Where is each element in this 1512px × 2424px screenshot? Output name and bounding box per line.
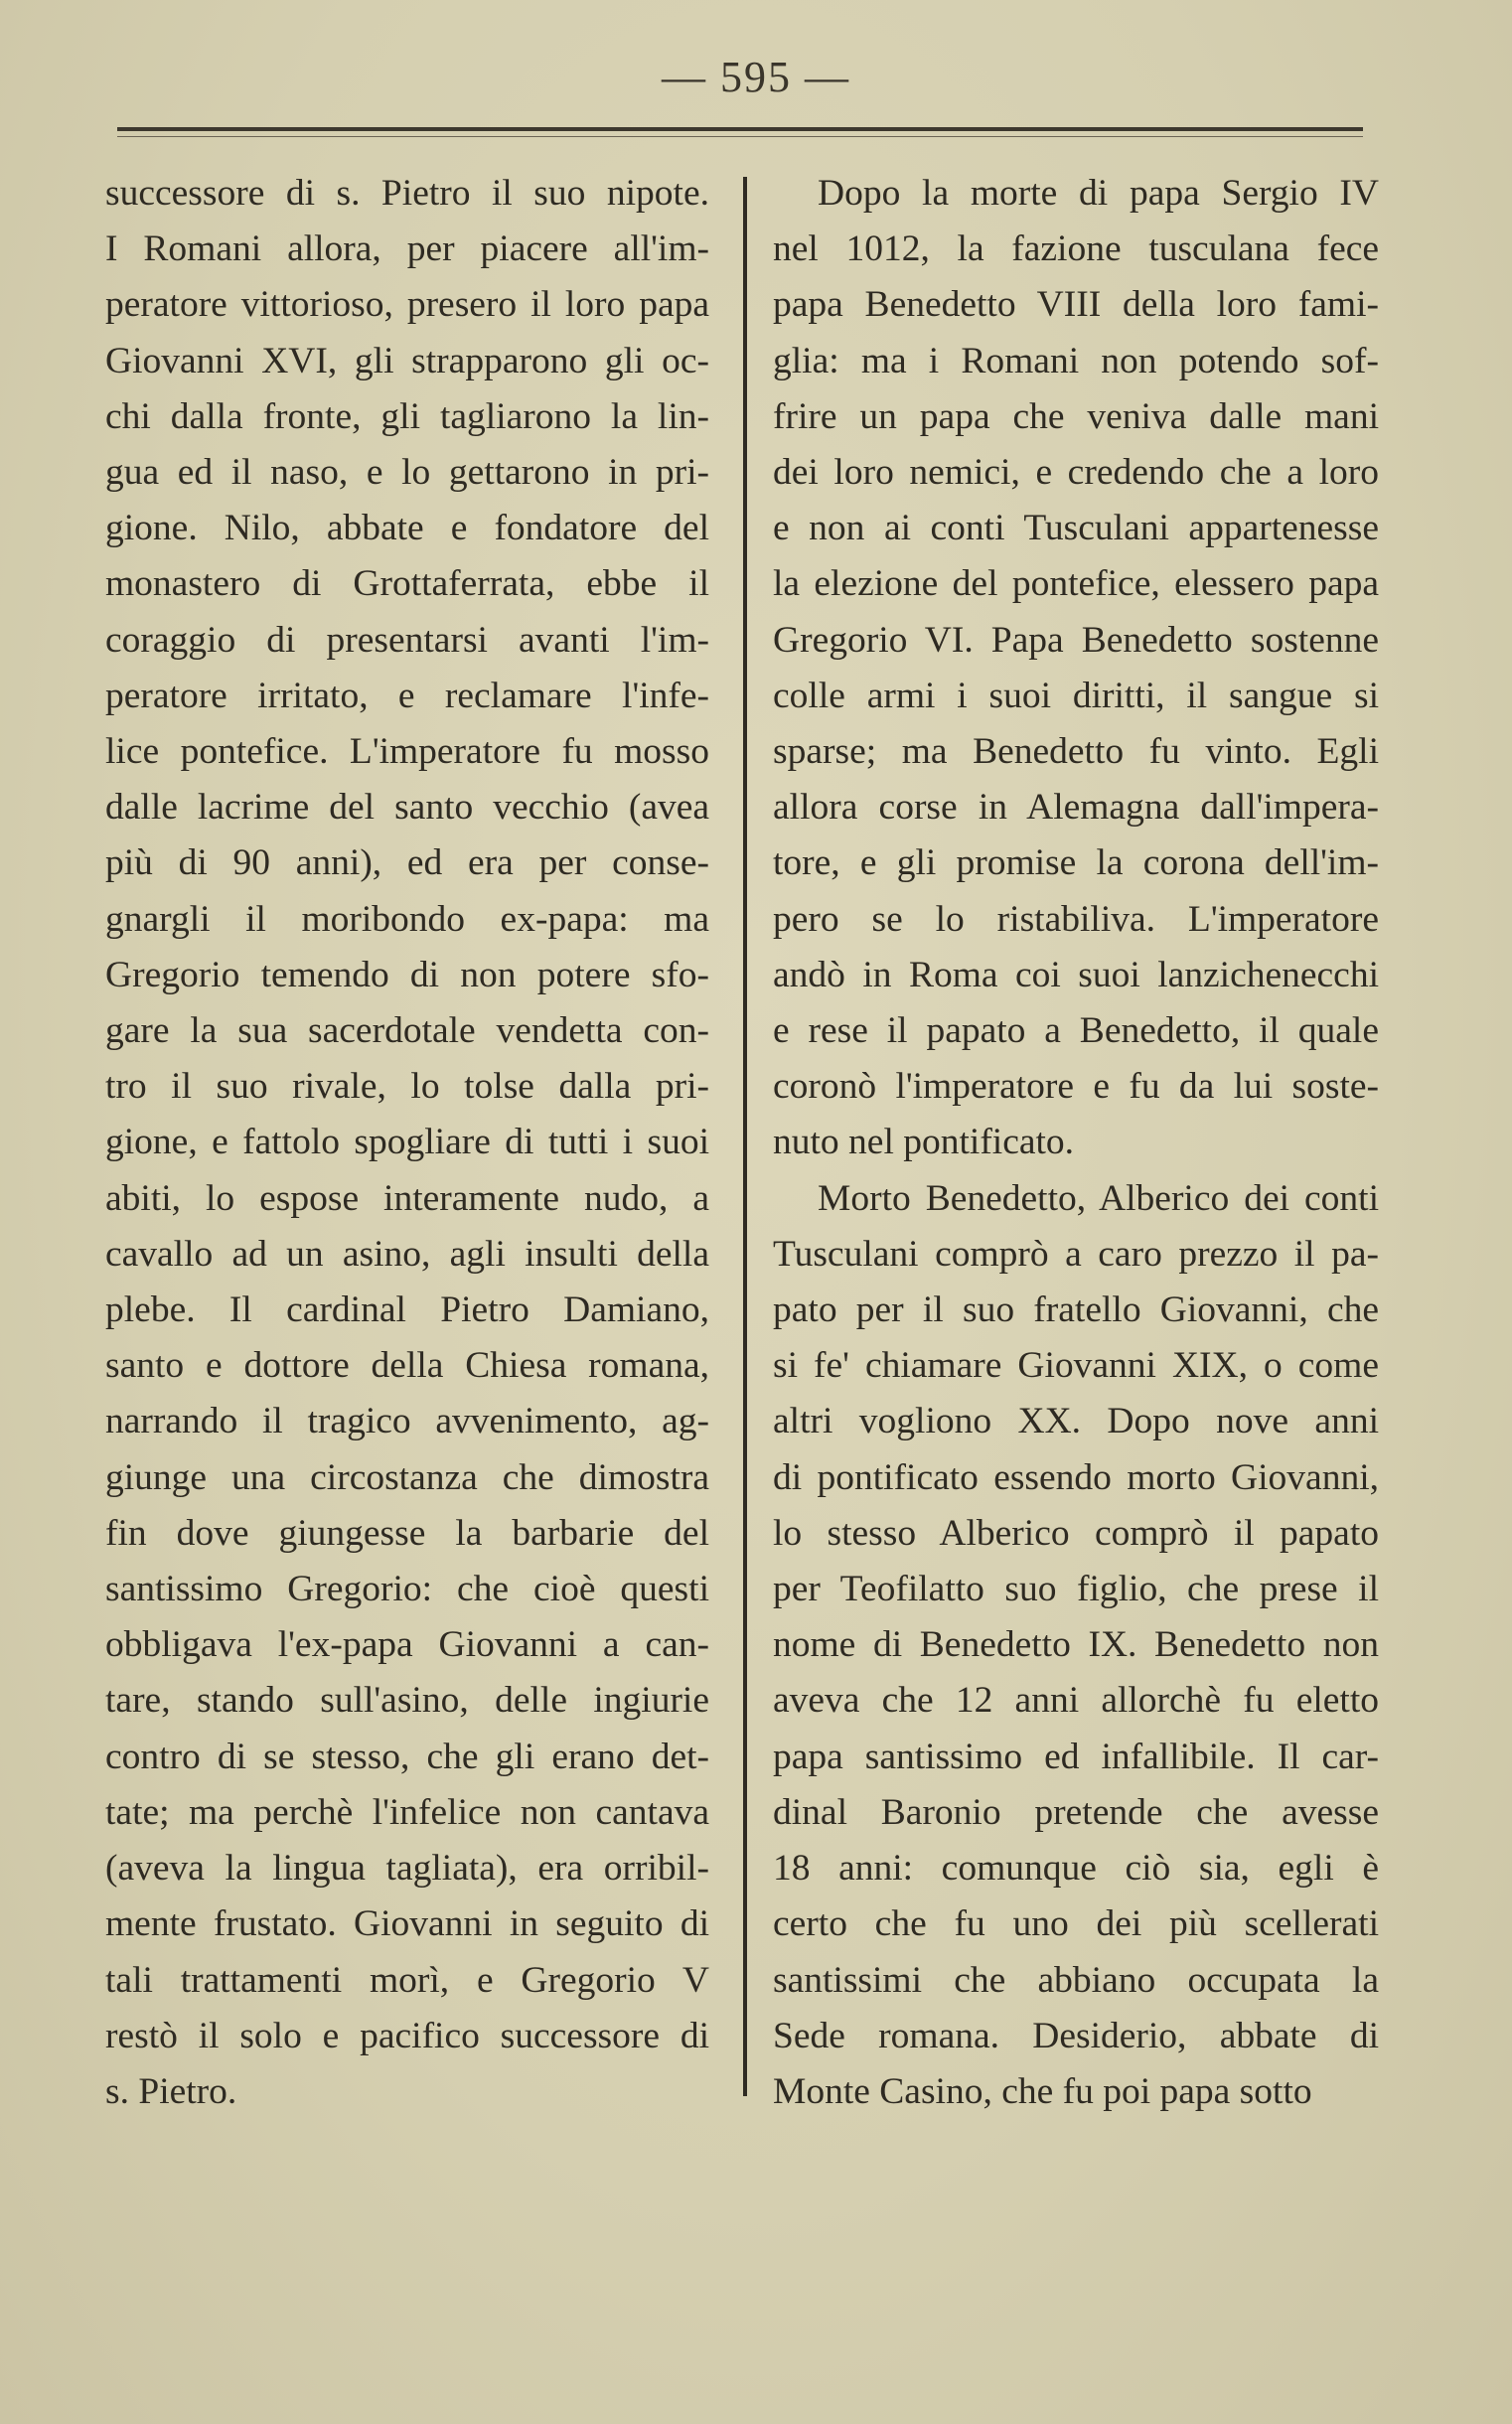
text-line: gare la sua sacerdotale vendetta con-	[105, 1010, 709, 1052]
text-line: tate; ma perchè l'infelice non cantava	[105, 1791, 709, 1833]
text-line: cavallo ad un asino, agli insulti della	[105, 1233, 709, 1275]
text-line: Giovanni XVI, gli strapparono gli oc-	[105, 340, 709, 381]
text-line: Gregorio temendo di non potere sfo-	[105, 954, 709, 995]
text-line: e rese il papato a Benedetto, il quale	[773, 1010, 1379, 1052]
text-line: e non ai conti Tusculani appartenesse	[773, 508, 1379, 549]
text-line: coronò l'imperatore e fu da lui soste-	[773, 1066, 1379, 1108]
text-line: altri vogliono XX. Dopo nove anni	[773, 1401, 1379, 1442]
text-line: Tusculani comprò a caro prezzo il pa-	[773, 1233, 1379, 1275]
text-line: Sede romana. Desiderio, abbate di	[773, 2015, 1379, 2056]
text-line: certo che fu uno dei più scellerati	[773, 1903, 1379, 1945]
text-line: lo stesso Alberico comprò il papato	[773, 1512, 1379, 1554]
text-line: gione, e fattolo spogliare di tutti i suoi	[105, 1122, 709, 1163]
text-line: obbligava l'ex-papa Giovanni a can-	[105, 1624, 709, 1666]
text-line: contro di se stesso, che gli erano det-	[105, 1736, 709, 1777]
left-column	[105, 166, 709, 2120]
text-line: gione. Nilo, abbate e fondatore del	[105, 508, 709, 549]
text-line: santissimo Gregorio: che cioè questi	[105, 1569, 709, 1610]
text-line: gua ed il naso, e lo gettarono in pri-	[105, 452, 709, 494]
text-line: (aveva la lingua tagliata), era orribil-	[105, 1848, 709, 1890]
right-paragraph-1	[773, 166, 1379, 1171]
page-number: — 595 —	[662, 53, 850, 101]
text-line: nuto nel pontificato.	[773, 1122, 1075, 1163]
text-line: di pontificato essendo morto Giovanni,	[773, 1456, 1379, 1498]
text-line: lice pontefice. L'imperatore fu mosso	[105, 731, 709, 773]
text-line: la elezione del pontefice, elessero papa	[773, 563, 1379, 605]
text-line: per Teofilatto suo figlio, che prese il	[773, 1569, 1379, 1610]
text-line: 18 anni: comunque ciò sia, egli è	[773, 1848, 1379, 1890]
text-line: andò in Roma coi suoi lanzichenecchi	[773, 954, 1379, 995]
text-line: glia: ma i Romani non potendo sof-	[773, 340, 1379, 381]
text-line: abiti, lo espose interamente nudo, a	[105, 1177, 709, 1219]
text-line: Morto Benedetto, Alberico dei conti	[818, 1177, 1379, 1219]
text-line: Gregorio VI. Papa Benedetto sostenne	[773, 619, 1379, 661]
text-line: monastero di Grottaferrata, ebbe il	[105, 563, 709, 605]
text-line: si fe' chiamare Giovanni XIX, o come	[773, 1345, 1379, 1387]
text-line: plebe. Il cardinal Pietro Damiano,	[105, 1289, 709, 1331]
text-line: tro il suo rivale, lo tolse dalla pri-	[105, 1066, 709, 1108]
text-line: successore di s. Pietro il suo nipote.	[105, 173, 709, 214]
left-column-text	[105, 166, 709, 2120]
text-line: papa santissimo ed infallibile. Il car-	[773, 1736, 1379, 1777]
text-line: narrando il tragico avvenimento, ag-	[105, 1401, 709, 1442]
right-paragraph-2	[773, 1171, 1379, 2120]
text-line: chi dalla fronte, gli tagliarono la lin-	[105, 395, 709, 437]
text-line: giunge una circostanza che dimostra	[105, 1456, 709, 1498]
text-line: allora corse in Alemagna dall'impera-	[773, 787, 1379, 829]
text-line: gnargli il moribondo ex-papa: ma	[105, 898, 709, 940]
text-line: Monte Casino, che fu poi papa sotto	[773, 2070, 1312, 2112]
text-line: dei loro nemici, e credendo che a loro	[773, 452, 1379, 494]
text-line: dinal Baronio pretende che avesse	[773, 1791, 1379, 1833]
text-line: peratore irritato, e reclamare l'infe-	[105, 675, 709, 716]
text-line: s. Pietro.	[105, 2070, 237, 2112]
right-column	[773, 166, 1379, 2120]
text-line: più di 90 anni), ed era per conse-	[105, 842, 709, 884]
text-line: nome di Benedetto IX. Benedetto non	[773, 1624, 1379, 1666]
text-line: mente frustato. Giovanni in seguito di	[105, 1903, 709, 1945]
text-line: sparse; ma Benedetto fu vinto. Egli	[773, 731, 1379, 773]
text-line: frire un papa che veniva dalle mani	[773, 395, 1379, 437]
header-rule	[117, 127, 1363, 131]
text-line: nel 1012, la fazione tusculana fece	[773, 228, 1379, 270]
text-line: tare, stando sull'asino, delle ingiurie	[105, 1680, 709, 1722]
text-line: pato per il suo fratello Giovanni, che	[773, 1289, 1379, 1331]
text-line: tali trattamenti morì, e Gregorio V	[105, 1959, 709, 2001]
text-line: colle armi i suoi diritti, il sangue si	[773, 675, 1379, 716]
column-divider	[743, 177, 747, 2096]
text-line: papa Benedetto VIII della loro fami-	[773, 284, 1379, 326]
text-line: santo e dottore della Chiesa romana,	[105, 1345, 709, 1387]
text-line: fin dove giungesse la barbarie del	[105, 1512, 709, 1554]
text-line: pero se lo ristabiliva. L'imperatore	[773, 898, 1379, 940]
text-line: santissimi che abbiano occupata la	[773, 1959, 1379, 2001]
text-line: dalle lacrime del santo vecchio (avea	[105, 787, 709, 829]
text-line: coraggio di presentarsi avanti l'im-	[105, 619, 709, 661]
text-line: Dopo la morte di papa Sergio IV	[818, 173, 1379, 214]
text-line: peratore vittorioso, presero il loro papa	[105, 284, 709, 326]
text-line: tore, e gli promise la corona dell'im-	[773, 842, 1379, 884]
text-line: aveva che 12 anni allorchè fu eletto	[773, 1680, 1379, 1722]
text-line: I Romani allora, per piacere all'im-	[105, 228, 709, 270]
text-line: restò il solo e pacifico successore di	[105, 2015, 709, 2056]
